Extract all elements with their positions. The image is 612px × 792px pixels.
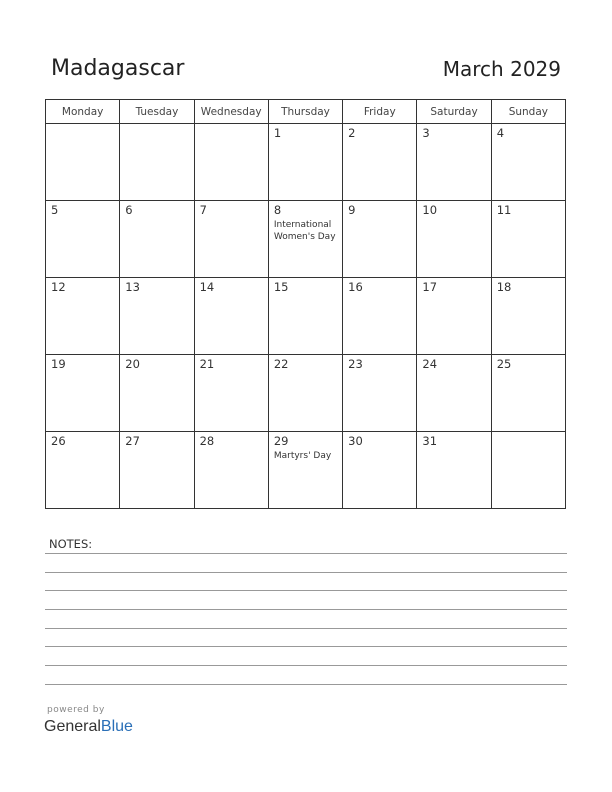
day-cell	[46, 201, 120, 278]
day-number: 7	[199, 203, 207, 217]
day-number: 6	[125, 203, 133, 217]
note-line	[45, 553, 567, 554]
day-cell	[268, 432, 342, 509]
day-cell	[343, 201, 417, 278]
day-number: 16	[348, 280, 363, 294]
day-number: 30	[348, 434, 363, 448]
note-line	[45, 646, 567, 647]
weekday-header: Thursday	[268, 100, 342, 124]
day-number: 1	[273, 126, 282, 140]
day-number: 29	[273, 434, 289, 448]
day-cell	[417, 432, 491, 509]
day-number: 22	[273, 357, 289, 371]
day-number: 26	[51, 434, 66, 448]
day-number: 13	[125, 280, 140, 294]
note-line	[45, 684, 567, 685]
holiday-label: International Women's Day	[273, 220, 336, 242]
day-cell	[343, 432, 417, 509]
week-row	[46, 432, 566, 509]
day-cell	[46, 124, 120, 201]
day-cell	[194, 432, 268, 509]
note-line	[45, 609, 567, 610]
powered-by-text: powered by	[47, 705, 105, 715]
day-number: 5	[51, 203, 59, 217]
generalblue-logo[interactable]	[44, 718, 133, 736]
note-line	[45, 572, 567, 573]
week-row	[46, 201, 566, 278]
day-cell	[46, 278, 120, 355]
day-cell	[268, 201, 342, 278]
day-cell	[343, 355, 417, 432]
day-number: 18	[496, 280, 512, 294]
weekday-header: Wednesday	[194, 100, 268, 124]
day-cell	[120, 355, 194, 432]
notes-label: NOTES:	[49, 537, 93, 551]
week-row	[46, 278, 566, 355]
brand-general: General	[44, 718, 101, 735]
weekday-header: Sunday	[491, 100, 565, 124]
day-number: 15	[273, 280, 289, 294]
day-number: 10	[422, 203, 438, 217]
day-cell	[417, 278, 491, 355]
day-number: 3	[422, 126, 430, 140]
calendar-body	[46, 124, 566, 509]
day-number: 28	[199, 434, 215, 448]
weekday-header: Monday	[46, 100, 120, 124]
day-number: 25	[496, 357, 512, 371]
day-cell	[343, 278, 417, 355]
month-title: March 2029	[442, 57, 561, 81]
country-title: Madagascar	[51, 56, 185, 81]
day-cell	[491, 355, 565, 432]
day-cell	[417, 124, 491, 201]
day-number: 19	[51, 357, 66, 371]
week-row	[46, 355, 566, 432]
day-cell	[417, 355, 491, 432]
day-number: 2	[348, 126, 356, 140]
day-cell	[268, 278, 342, 355]
day-number: 8	[273, 203, 282, 217]
day-cell	[120, 278, 194, 355]
day-cell	[120, 124, 194, 201]
day-cell	[491, 278, 565, 355]
day-number: 27	[125, 434, 140, 448]
day-number: 20	[125, 357, 140, 371]
day-number: 12	[51, 280, 66, 294]
brand-blue: Blue	[100, 718, 133, 735]
week-row	[46, 124, 566, 201]
weekday-header: Saturday	[417, 100, 491, 124]
day-cell	[120, 432, 194, 509]
day-cell	[268, 355, 342, 432]
day-number: 17	[422, 280, 438, 294]
day-number: 23	[348, 357, 363, 371]
day-cell	[194, 124, 268, 201]
day-cell	[46, 355, 120, 432]
day-number: 14	[199, 280, 215, 294]
day-number: 11	[496, 203, 512, 217]
day-cell	[194, 278, 268, 355]
day-cell	[120, 201, 194, 278]
note-line	[45, 628, 567, 629]
day-cell	[46, 432, 120, 509]
day-cell	[491, 432, 565, 509]
day-cell	[194, 355, 268, 432]
day-cell	[343, 124, 417, 201]
day-number: 4	[496, 126, 505, 140]
weekday-header-row	[46, 100, 566, 124]
weekday-header: Friday	[343, 100, 417, 124]
note-line	[45, 590, 567, 591]
day-cell	[417, 201, 491, 278]
day-number: 9	[348, 203, 356, 217]
day-cell	[194, 201, 268, 278]
day-number: 31	[422, 434, 438, 448]
day-cell	[491, 201, 565, 278]
holiday-label: Martyrs' Day	[273, 451, 332, 461]
weekday-header: Tuesday	[120, 100, 194, 124]
calendar-grid	[45, 99, 566, 509]
day-cell	[491, 124, 565, 201]
day-number: 24	[422, 357, 438, 371]
day-cell	[268, 124, 342, 201]
day-number: 21	[199, 357, 215, 371]
note-line	[45, 665, 567, 666]
